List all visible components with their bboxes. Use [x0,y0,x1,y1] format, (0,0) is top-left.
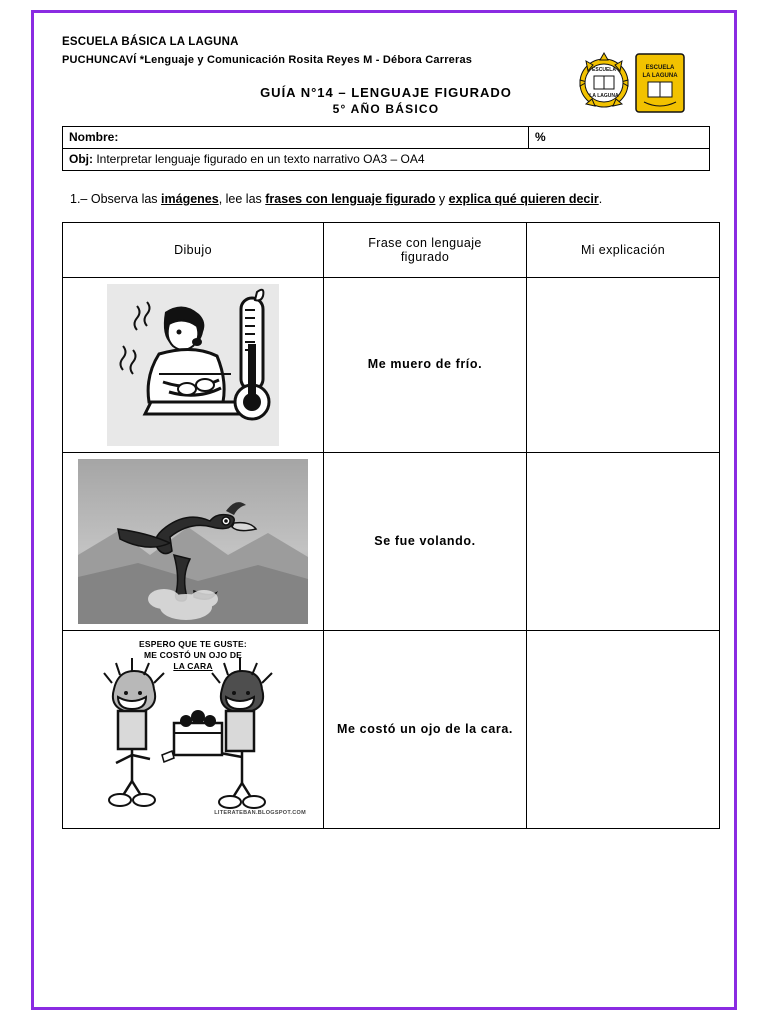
man-freezing-thermometer-icon [107,284,279,446]
roadrunner-running-icon [78,459,308,624]
phrase-cell-1: Me muero de frío. [324,278,527,453]
page-subtitle: 5° AÑO BÁSICO [332,101,440,116]
objective-prefix: Obj: [69,152,93,167]
column-header-phrase [324,223,527,278]
school-crest-left-icon [578,52,630,114]
comic-caption-line3: LA CARA [173,660,213,671]
instruction-part1: Observa las [87,191,162,206]
table-row [63,453,720,631]
explanation-cell-1[interactable] [527,278,720,453]
table-row [63,126,710,148]
document-content [62,34,710,829]
instruction-part4: . [598,191,603,206]
instruction-bold1: imágenes [161,191,219,206]
student-info-table [62,126,710,171]
instruction-part3: y [435,191,449,206]
instruction-part2: , lee las [218,191,266,206]
school-crest-right-icon [634,52,686,114]
phrase-cell-3: Me costó un ojo de la cara. [324,631,527,829]
comic-credit: LITERATEBAN.BLOGSPOT.COM [214,810,306,817]
drawing-cell-3 [63,631,324,829]
table-header-row [63,223,720,278]
objective-cell [63,148,710,170]
objective-text: Interpretar lenguaje figurado en un texto narrativo OA3 – OA4 [93,152,425,167]
school-subline: PUCHUNCAVÍ *Lenguaje y Comunicación Rosita Reyes M - Débora Carreras [62,53,473,66]
instruction-bold2: frases con lenguaje figurado [265,191,436,206]
column-header-explanation: Mi explicación [527,223,720,278]
svg-text:ESCUELA: ESCUELA [645,65,675,71]
comic-caption-line2: ME COSTÓ UN OJO DE [143,649,243,660]
school-name: ESCUELA BÁSICA LA LAGUNA [62,36,239,48]
page-title: GUÍA N°14 – LENGUAJE FIGURADO [260,84,512,100]
comic-caption-line1: ESPERO QUE TE GUSTE: [139,639,247,650]
svg-text:LA LAGUNA: LA LAGUNA [642,73,678,79]
nombre-label: Nombre: [63,126,529,148]
table-row [63,631,720,829]
column-header-drawing: Dibujo [63,223,324,278]
drawing-cell-1 [63,278,324,453]
drawing-cell-2 [63,453,324,631]
instruction-number: 1.– [70,191,88,206]
comic-gift-two-kids-icon [74,637,312,822]
instruction-line [62,191,710,209]
svg-text:ESCUELA: ESCUELA [592,67,616,73]
percent-label: % [529,126,710,148]
explanation-cell-3[interactable] [527,631,720,829]
activity-table [62,222,720,829]
explanation-cell-2[interactable] [527,453,720,631]
table-row [63,278,720,453]
column-header-phrase-line1: Frase con lenguaje [368,236,482,251]
column-header-phrase-line2: figurado [400,250,450,265]
logos-group [578,52,686,114]
svg-text:LA LAGUNA: LA LAGUNA [589,93,619,99]
table-row [63,148,710,170]
instruction-bold3: explica qué quieren decir [448,191,599,206]
phrase-cell-2: Se fue volando. [324,453,527,631]
